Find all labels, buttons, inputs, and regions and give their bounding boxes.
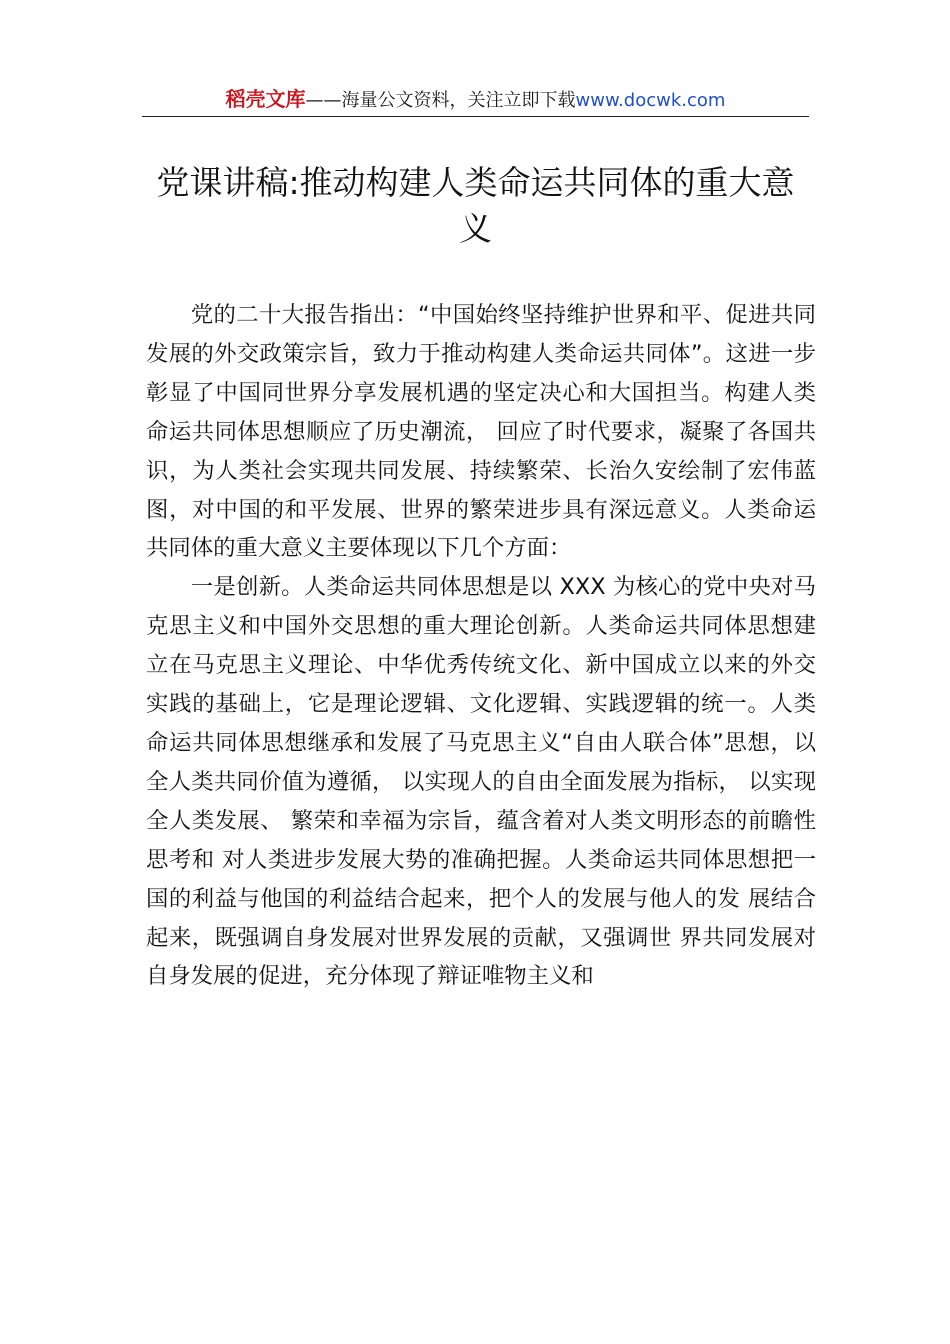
site-url-link[interactable]: www.docwk.com bbox=[575, 90, 726, 111]
document-body bbox=[146, 296, 816, 996]
paragraph-intro: 党的二十大报告指出：“中国始终坚持维护世界和平、促进共同发展的外交政策宗旨，致力于推动构建人类命运共同体”。这进一步彰显了中国同世界分享发展机遇的坚定决心和大国担当。构建人类命运共同体思想顺应了历史潮流， 回应了时代要求，凝聚了各国共识，为人类社会实现共同发展、持续繁荣、长治久安绘制了宏伟蓝图，对中国的和平发展、世界的繁荣进步具有深远意义。人类命运共同体的重大意义主要体现以下几个方面： bbox=[146, 302, 816, 562]
site-header bbox=[142, 84, 809, 116]
document-title: 党课讲稿:推动构建人类命运共同体的重大意义 bbox=[156, 163, 795, 248]
header-tagline: ——海量公文资料，关注立即下载 bbox=[305, 90, 576, 111]
brand-name: 稻壳文库 bbox=[225, 87, 306, 111]
header-divider bbox=[142, 116, 809, 117]
paragraph-innovation: 一是创新。人类命运共同体思想是以 XXX 为核心的党中央对马克思主义和中国外交思想的重大理论创新。人类命运共同体思想建立在马克思主义理论、中华优秀传统文化、新中国成立以来的外交实践的基础上，它是理论逻辑、文化逻辑、实践逻辑的统一。人类命运共同体思想继承和发展了马克思主义“自由人联合体”思想，以全人类共同价值为遵循， 以实现人的自由全面发展为指标， 以实现全人类发展、 繁荣和幸福为宗旨，蕴含着对人类文明形态的前瞻性思考和 对人类进步发展大势的准确把握。人类命运共同体思想把一 国的利益与他国的利益结合起来，把个人的发展与他人的发 展结合起来，既强调自身发展对世界发展的贡献，又强调世 界共同发展对自身发展的促进，充分体现了辩证唯物主义和 bbox=[146, 574, 816, 990]
